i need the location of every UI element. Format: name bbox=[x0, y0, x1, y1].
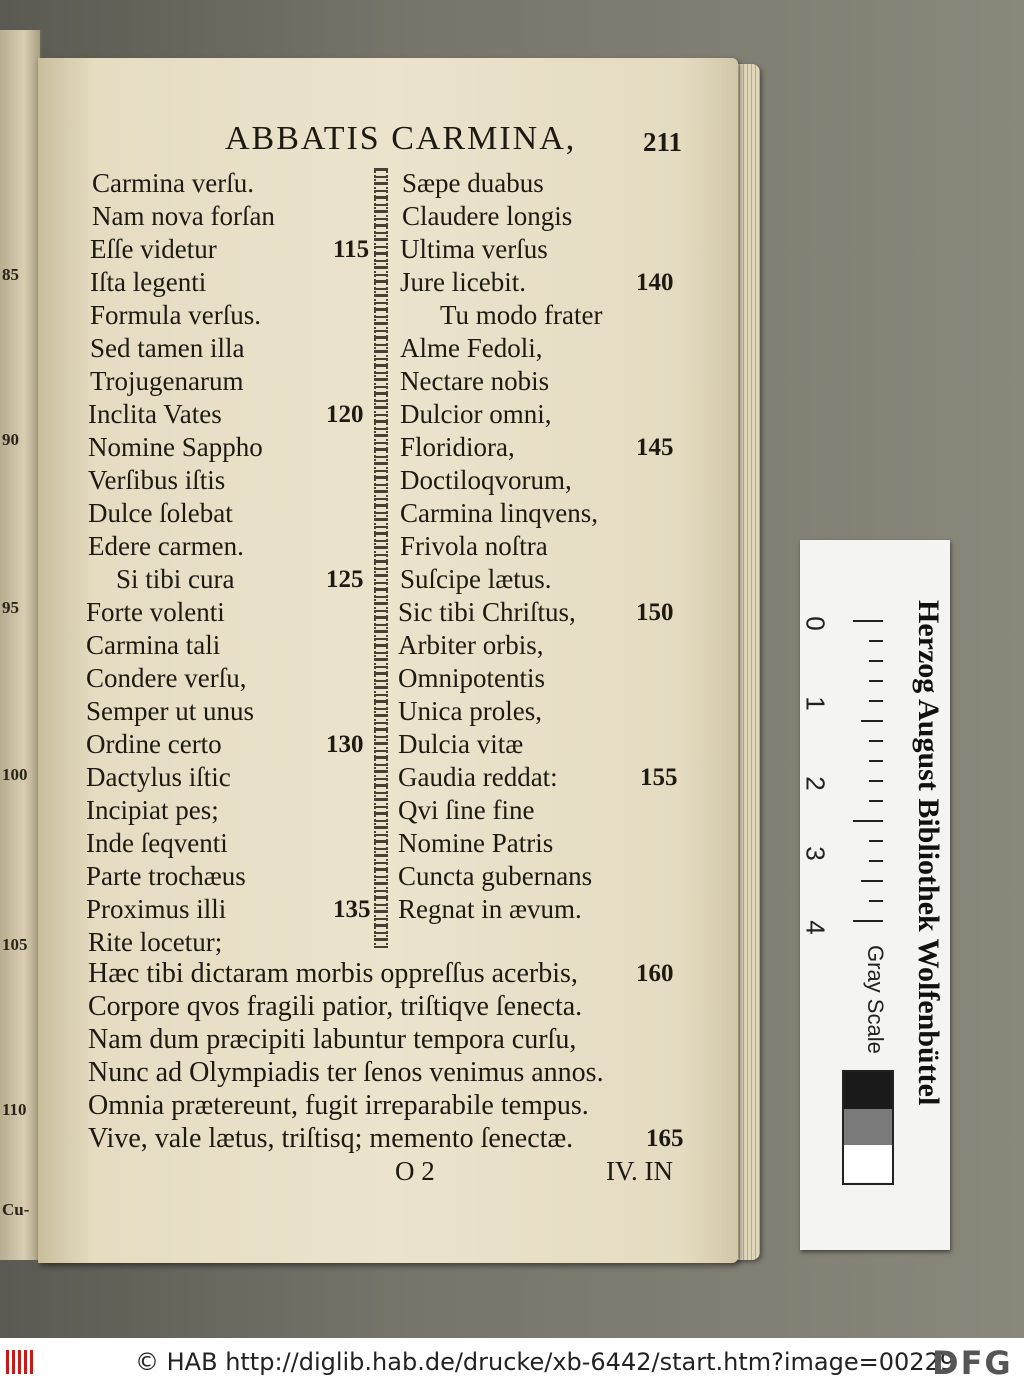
line-number: 165 bbox=[646, 1125, 684, 1152]
line-number: 140 bbox=[636, 269, 674, 296]
ruler-tick bbox=[869, 800, 883, 802]
footer-bar bbox=[0, 1338, 1024, 1385]
verse-line: Tu modo frater bbox=[440, 300, 603, 330]
verse-line: Incipiat pes; bbox=[86, 795, 219, 825]
gray-scale-label: Gray Scale bbox=[863, 945, 888, 1054]
institution-name: Herzog August Bibliothek Wolfenbüttel bbox=[912, 600, 945, 1106]
ruler-number: 1 bbox=[800, 696, 831, 711]
gray-patch-black bbox=[844, 1072, 892, 1109]
prev-line-number: 85 bbox=[2, 265, 19, 284]
verse-line: Eſſe videtur bbox=[90, 234, 217, 264]
line-number: 135 bbox=[333, 896, 371, 923]
prev-line-number: 100 bbox=[2, 765, 28, 784]
color-scale-card bbox=[800, 540, 950, 1250]
ruler-tick bbox=[861, 720, 883, 722]
verse-line: Condere verſu, bbox=[86, 663, 247, 693]
prev-line-number: Cu- bbox=[2, 1200, 30, 1219]
verse-line: Si tibi cura bbox=[116, 564, 235, 594]
verse-line: Inde ſeqventi bbox=[86, 828, 228, 858]
verse-line: Carmina tali bbox=[86, 630, 221, 660]
verse-line: Regnat in ævum. bbox=[398, 894, 582, 924]
ruler-number: 2 bbox=[800, 776, 831, 791]
verse-line: Dulcia vitæ bbox=[398, 729, 524, 759]
dfg-logo: DFG bbox=[932, 1344, 1013, 1382]
gray-patch-mid bbox=[844, 1109, 892, 1146]
verse-line: Unica proles, bbox=[398, 696, 542, 726]
verse-line: Cuncta gubernans bbox=[398, 861, 593, 891]
ruler-number: 4 bbox=[800, 920, 831, 935]
hab-logo-icon bbox=[6, 1350, 36, 1374]
verse-line: Frivola noſtra bbox=[400, 531, 548, 561]
ruler-number: 0 bbox=[800, 616, 831, 631]
catchword: IV. IN bbox=[606, 1156, 673, 1186]
ruler-tick bbox=[869, 780, 883, 782]
ruler-tick bbox=[869, 700, 883, 702]
verse-line: Carmina verſu. bbox=[92, 168, 254, 198]
prev-line-number: 95 bbox=[2, 598, 19, 617]
verse-line: Claudere longis bbox=[402, 201, 573, 231]
line-number: 160 bbox=[636, 960, 674, 987]
verse-line: Dulcior omni, bbox=[400, 399, 552, 429]
line-number: 150 bbox=[636, 599, 674, 626]
verse-line: Corpore qvos fragili patior, triſtiqve ſenecta. bbox=[88, 991, 583, 1022]
verse-line: Forte volenti bbox=[86, 597, 225, 627]
ruler-tick bbox=[853, 820, 883, 822]
verse-line: Verſibus iſtis bbox=[88, 465, 226, 495]
previous-page-edge bbox=[0, 30, 42, 1260]
ruler-tick bbox=[869, 740, 883, 742]
verse-line: Nectare nobis bbox=[400, 366, 550, 396]
verse-line: Sed tamen illa bbox=[90, 333, 245, 363]
ruler-tick bbox=[869, 840, 883, 842]
ornamental-divider bbox=[374, 168, 388, 948]
verse-line: Iſta legenti bbox=[90, 267, 207, 297]
verse-line: Ultima verſus bbox=[400, 234, 548, 264]
verse-line: Suſcipe lætus. bbox=[400, 564, 552, 594]
verse-line: Omnipotentis bbox=[398, 663, 545, 693]
verse-line: Dulce ſolebat bbox=[88, 498, 233, 528]
ruler-tick bbox=[853, 920, 883, 922]
verse-line: Vive, vale lætus, triſtisq; memento ſenectæ. bbox=[88, 1123, 574, 1154]
ruler-number: 3 bbox=[800, 846, 831, 861]
verse-line: Dactylus iſtic bbox=[86, 762, 231, 792]
ruler-tick bbox=[869, 760, 883, 762]
verse-line: Nomine Sappho bbox=[88, 432, 263, 462]
ruler-tick bbox=[869, 660, 883, 662]
ruler-tick bbox=[869, 680, 883, 682]
line-number: 115 bbox=[333, 236, 370, 263]
verse-line: Doctiloqvorum, bbox=[400, 465, 572, 495]
verse-line: Nunc ad Olympiadis ter ſenos venimus annos. bbox=[88, 1057, 604, 1088]
gray-scale-patches bbox=[842, 1070, 894, 1185]
verse-line: Hæc tibi dictaram morbis oppreſſus acerbis, bbox=[88, 958, 578, 989]
line-number: 120 bbox=[326, 401, 364, 428]
prev-line-number: 105 bbox=[2, 935, 28, 954]
signature-mark: O 2 bbox=[395, 1156, 435, 1186]
verse-line: Gaudia reddat: bbox=[398, 762, 558, 792]
prev-line-number: 110 bbox=[2, 1100, 27, 1119]
running-head: ABBATIS CARMINA, bbox=[225, 120, 577, 157]
ruler-tick bbox=[853, 620, 883, 622]
ruler-tick bbox=[869, 900, 883, 902]
previous-page-line-numbers bbox=[0, 30, 40, 1260]
verse-line: Omnia prætereunt, fugit irreparabile tempus. bbox=[88, 1090, 589, 1121]
verse-line: Floridiora, bbox=[400, 432, 515, 462]
verse-line: Carmina linqvens, bbox=[400, 498, 598, 528]
verse-line: Sic tibi Chriſtus, bbox=[398, 597, 576, 627]
line-number: 130 bbox=[326, 731, 364, 758]
gray-patch-white bbox=[844, 1145, 892, 1182]
ruler-tick bbox=[869, 860, 883, 862]
verse-line: Nam dum præcipiti labuntur tempora curſu, bbox=[88, 1024, 577, 1055]
ruler-tick bbox=[869, 640, 883, 642]
verse-line: Semper ut unus bbox=[86, 696, 254, 726]
verse-line: Arbiter orbis, bbox=[398, 630, 544, 660]
footer-copyright: © HAB http://diglib.hab.de/drucke/xb-6442/start.htm?image=00229 bbox=[135, 1348, 956, 1376]
verse-line: Ordine certo bbox=[86, 729, 222, 759]
ruler-tick bbox=[861, 880, 883, 882]
verse-line: Inclita Vates bbox=[88, 399, 222, 429]
verse-line: Sæpe duabus bbox=[402, 168, 544, 198]
verse-line: Edere carmen. bbox=[88, 531, 244, 561]
verse-line: Nam nova forſan bbox=[92, 201, 275, 231]
page-number: 211 bbox=[643, 127, 683, 157]
verse-line: Alme Fedoli, bbox=[400, 333, 543, 363]
verse-line: Nomine Patris bbox=[398, 828, 554, 858]
verse-line: Qvi ſine fine bbox=[398, 795, 535, 825]
verse-line: Rite locetur; bbox=[88, 927, 223, 957]
line-number: 155 bbox=[640, 764, 678, 791]
verse-line: Jure licebit. bbox=[400, 267, 526, 297]
line-number: 145 bbox=[636, 434, 674, 461]
prev-line-number: 90 bbox=[2, 430, 19, 449]
verse-line: Proximus illi bbox=[86, 894, 227, 924]
verse-line: Trojugenarum bbox=[90, 366, 244, 396]
verse-line: Parte trochæus bbox=[86, 861, 246, 891]
line-number: 125 bbox=[326, 566, 364, 593]
verse-line: Formula verſus. bbox=[90, 300, 261, 330]
